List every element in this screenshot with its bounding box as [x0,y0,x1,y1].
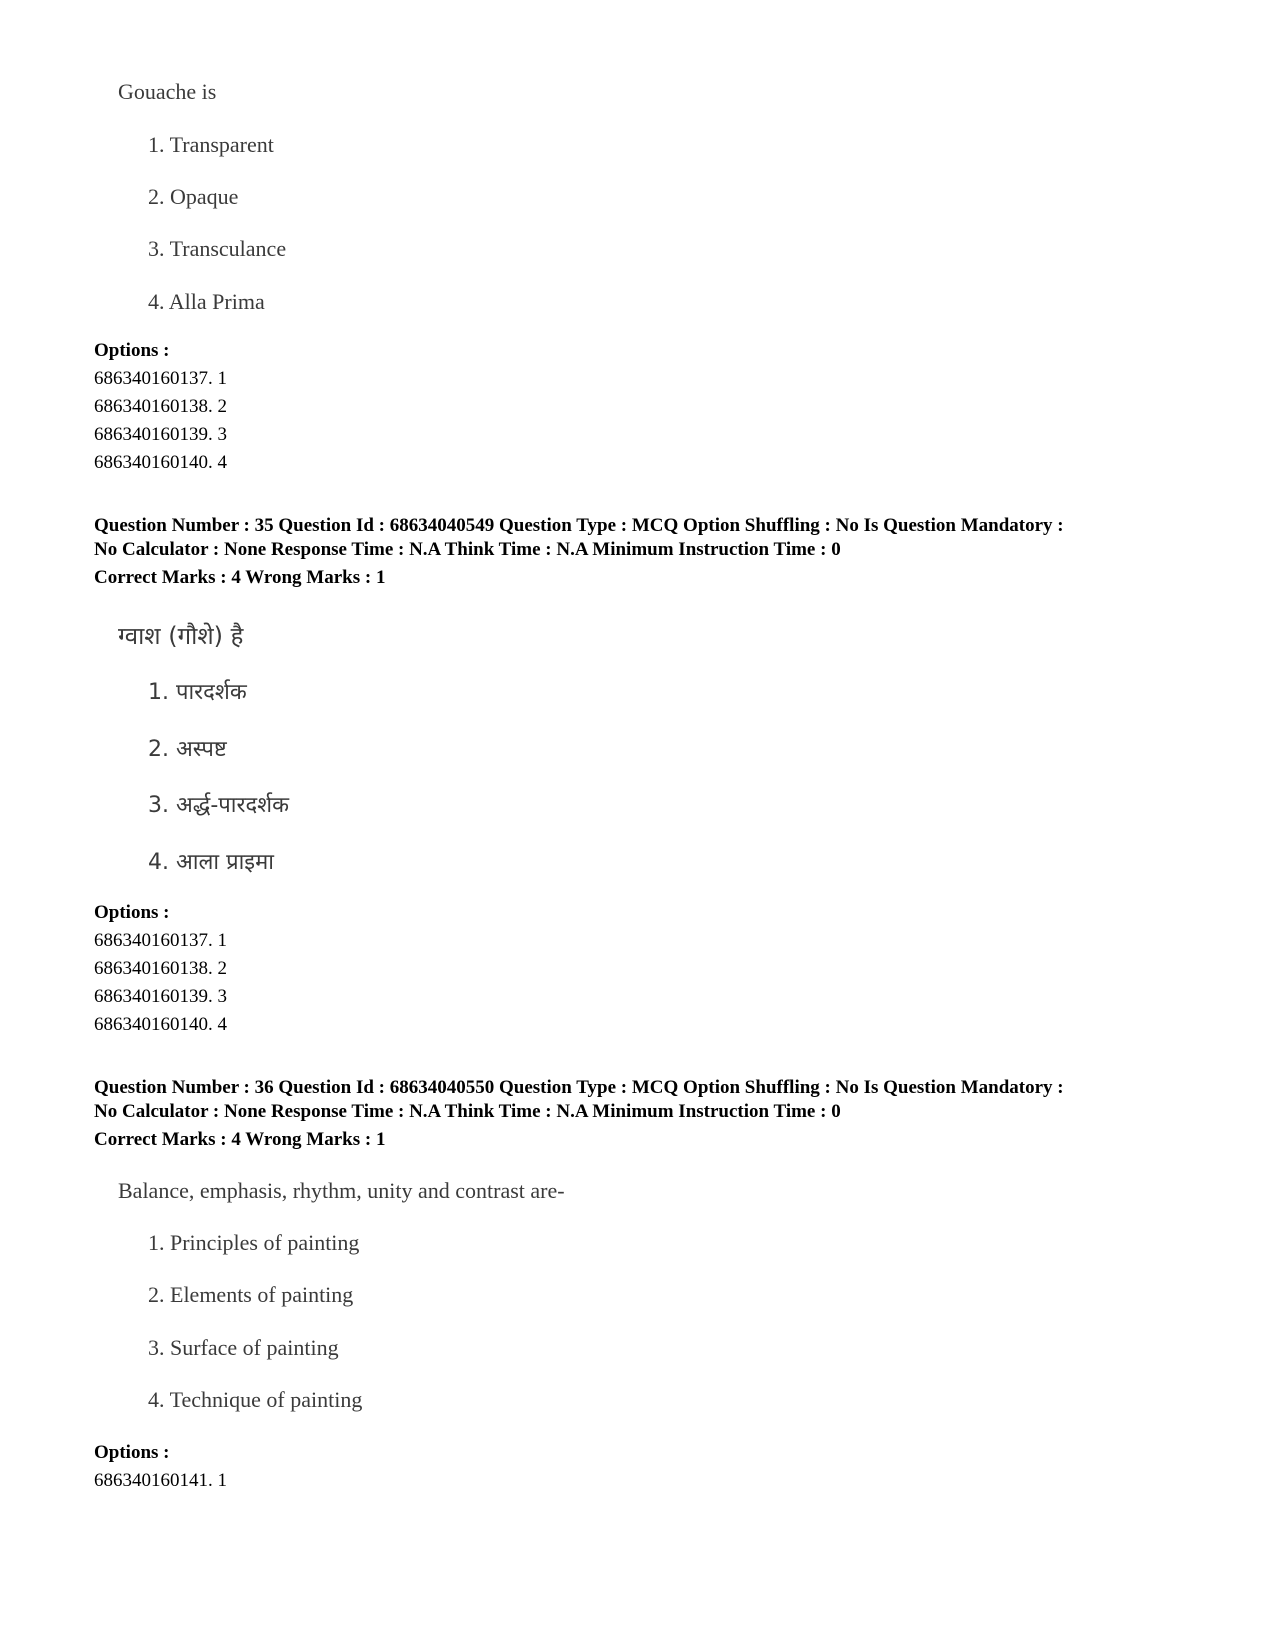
question-stem: Balance, emphasis, rhythm, unity and contrast are- [118,1178,565,1203]
question-header-line1: Question Number : 35 Question Id : 68634040549 Question Type : MCQ Option Shuffling : No Is Question Mandatory : [94,515,1064,536]
choice-item: 3. Transculance [148,236,287,261]
option-id: 686340160139. 3 [94,986,227,1007]
choice-item: 2. अस्पष्ट [148,737,227,762]
question-header-line1: Question Number : 36 Question Id : 68634040550 Question Type : MCQ Option Shuffling : No Is Question Mandatory : [94,1077,1064,1098]
option-id: 686340160139. 3 [94,424,227,445]
choice-item: 4. आला प्राइमा [148,850,274,875]
option-id: 686340160140. 4 [94,1014,227,1035]
options-label: Options : [94,340,170,361]
question-marks: Correct Marks : 4 Wrong Marks : 1 [94,1129,386,1150]
question-header-line2: No Calculator : None Response Time : N.A Think Time : N.A Minimum Instruction Time : 0 [94,539,841,560]
options-label: Options : [94,1442,170,1463]
choice-item: 1. Principles of painting [148,1230,360,1255]
question-stem: ग्वाश (गौशे) है [118,622,244,650]
choice-item: 2. Elements of painting [148,1282,354,1307]
question-marks: Correct Marks : 4 Wrong Marks : 1 [94,567,386,588]
choice-item: 4. Technique of painting [148,1387,363,1412]
option-id: 686340160140. 4 [94,452,227,473]
option-id: 686340160138. 2 [94,396,227,417]
choice-item: 3. अर्द्ध-पारदर्शक [148,793,290,818]
choice-item: 1. पारदर्शक [148,680,247,705]
choice-item: 1. Transparent [148,132,274,157]
choice-item: 4. Alla Prima [148,289,265,314]
option-id: 686340160138. 2 [94,958,227,979]
option-id: 686340160141. 1 [94,1470,227,1491]
choice-item: 2. Opaque [148,184,239,209]
choice-item: 3. Surface of painting [148,1335,339,1360]
option-id: 686340160137. 1 [94,368,227,389]
question-stem: Gouache is [118,79,217,104]
options-label: Options : [94,902,170,923]
option-id: 686340160137. 1 [94,930,227,951]
question-header-line2: No Calculator : None Response Time : N.A Think Time : N.A Minimum Instruction Time : 0 [94,1101,841,1122]
